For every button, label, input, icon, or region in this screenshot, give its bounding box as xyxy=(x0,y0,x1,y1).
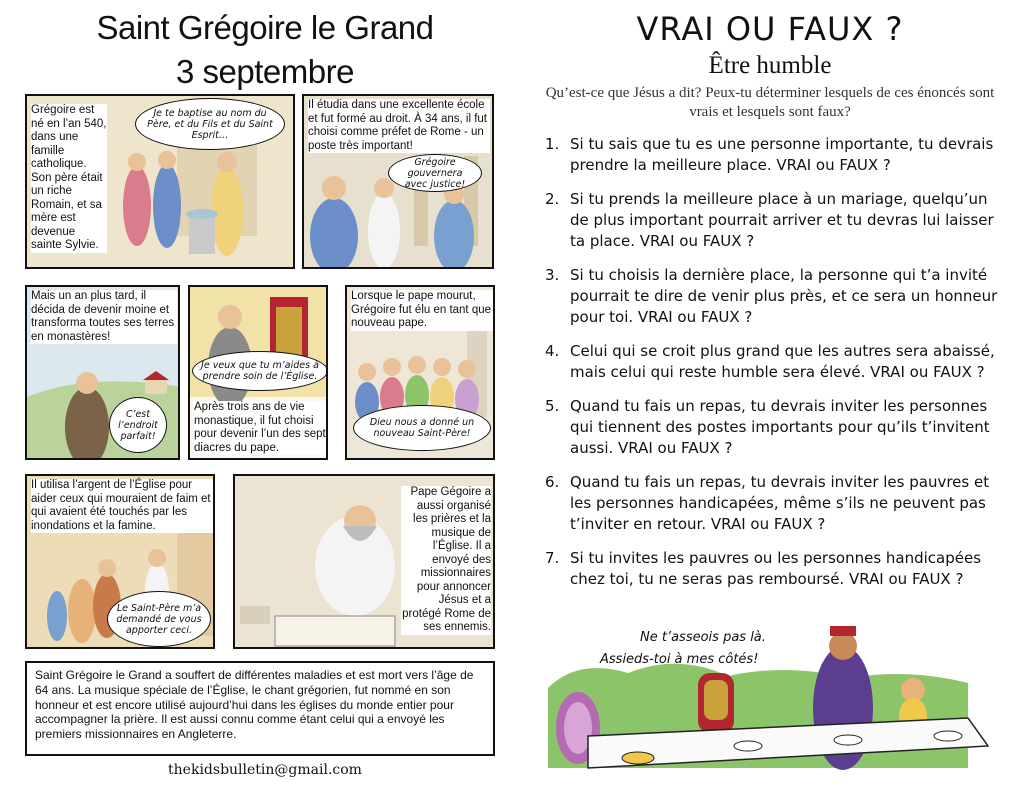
question-number: 3. xyxy=(545,266,560,284)
comic-panel-baptism xyxy=(25,94,295,269)
question-text: Si tu choisis la dernière place, la personne qui t’a invité pourrait te dire de venir plus près, et ce sera un honneur pour toi. VRAI ou FAUX ? xyxy=(570,266,998,326)
banquet-scene xyxy=(548,618,1018,788)
question-text: Celui qui se croit plus grand que les autres sera abaissé, mais celui qui reste humble sera élevé. VRAI ou FAUX ? xyxy=(570,342,995,381)
question-text: Quand tu fais un repas, tu devrais inviter les pauvres et les personnes handicapées, même s’ils ne peuvent pas t’inviter en retour. VRAI ou FAUX ? xyxy=(570,473,990,533)
question-text: Quand tu fais un repas, tu devrais inviter les personnes qui tiennent des postes importants pour qu’ils t’invitent aussi. VRAI ou FAUX ? xyxy=(570,397,990,457)
panel-caption: Mais un an plus tard, il décida de devenir moine et transforma toutes ses terres en monastères! xyxy=(31,290,177,344)
question-number: 4. xyxy=(545,342,560,360)
comic-panel-prefect xyxy=(302,94,494,269)
panel-caption: Il étudia dans une excellente école et fut formé au droit. À 34 ans, il fut choisi comme préfet de Rome - un poste très important! xyxy=(308,99,490,153)
banquet-illustration xyxy=(548,618,1018,788)
question-text: Si tu invites les pauvres ou les personnes handicapées chez toi, tu ne seras pas remboursé. VRAI ou FAUX ? xyxy=(570,549,982,588)
question-item xyxy=(545,341,1005,383)
speech-bubble: Dieu nous a donné un nouveau Saint-Père! xyxy=(353,405,491,451)
question-item xyxy=(545,189,1005,252)
comic-panel-charity xyxy=(25,474,215,649)
question-number: 1. xyxy=(545,135,560,153)
panel-caption: Grégoire est né en l’an 540, dans une famille catholique. Son père était un riche Romain, et sa mère est devenue sainte Sylvie. xyxy=(31,104,107,251)
panel-caption: Lorsque le pape mourut, Grégoire fut élu en tant que nouveau pape. xyxy=(351,290,492,329)
speech-bubble: Grégoire gouvernera avec justice! xyxy=(388,154,482,192)
speech-bubble: C’est l’endroit parfait! xyxy=(109,397,167,453)
question-text: Si tu prends la meilleure place à un mariage, quelqu’un de plus important pourrait arriver et tu devras lui laisser ta place. VRAI ou FAUX ? xyxy=(570,190,994,250)
comic-panel-missionaries xyxy=(233,474,495,649)
question-item xyxy=(545,265,1005,328)
contact-email[interactable]: thekidsbulletin@gmail.com xyxy=(168,762,362,778)
comic-panel-monastery xyxy=(25,285,180,460)
comic-panel-election xyxy=(345,285,495,460)
question-item xyxy=(545,134,1005,176)
scene-speech-line-1: Ne t’asseois pas là. xyxy=(640,630,766,645)
summary-box: Saint Grégoire le Grand a souffert de différentes maladies et est mort vers l’âge de 64 ans. La musique spéciale de l’Église, le chant grégorien, fut nommé en son honneur et est encore utilisé aujourd’hui dans les églises du monde entier pour accompagner la prière. Il est aussi connu comme étant celui qui a envoyé les premiers missionnaires en Angleterre. xyxy=(25,661,495,756)
question-number: 2. xyxy=(545,190,560,208)
quiz-title: VRAI OU FAUX ? xyxy=(636,10,904,48)
page-title: Saint Grégoire le Grand xyxy=(96,9,434,46)
panel-caption: Après trois ans de vie monastique, il fut choisi pour devenir l’un des sept diacres du pape. xyxy=(194,401,326,454)
question-item xyxy=(545,548,1005,590)
quiz-intro: Qu’est-ce que Jésus a dit? Peux-tu déterminer lesquels de ces énoncés sont vrais et lesquels sont faux? xyxy=(545,85,995,120)
feast-date: 3 septembre xyxy=(176,53,354,90)
quiz-subtitle: Être humble xyxy=(708,52,832,79)
question-number: 5. xyxy=(545,397,560,415)
comic-panel-deacon xyxy=(188,285,328,460)
question-number: 6. xyxy=(545,473,560,491)
speech-bubble: Je veux que tu m’aides à prendre soin de l’Église. xyxy=(192,351,328,391)
question-item xyxy=(545,472,1005,535)
speech-bubble: Je te baptise au nom du Père, et du Fils et du Saint Esprit… xyxy=(135,98,285,150)
panel-caption: Il utilisa l’argent de l’Église pour aider ceux qui mouraient de faim et qui avaient été touchés par les inondations et la famine. xyxy=(31,479,213,533)
question-number: 7. xyxy=(545,549,560,567)
question-text: Si tu sais que tu es une personne importante, tu devrais prendre la meilleure place. VRAI ou FAUX ? xyxy=(570,135,994,174)
question-item xyxy=(545,396,1005,459)
panel-caption: Pape Gégoire a aussi organisé les prières et la musique de l’Église. Il a envoyé des missionnaires pour annoncer Jésus et a protégé Rome de ses ennemis. xyxy=(402,486,491,633)
scene-speech-line-2: Assieds-toi à mes côtés! xyxy=(600,652,759,667)
question-list xyxy=(545,134,1005,603)
speech-bubble: Le Saint-Père m’a demandé de vous apporter ceci. xyxy=(107,591,211,647)
